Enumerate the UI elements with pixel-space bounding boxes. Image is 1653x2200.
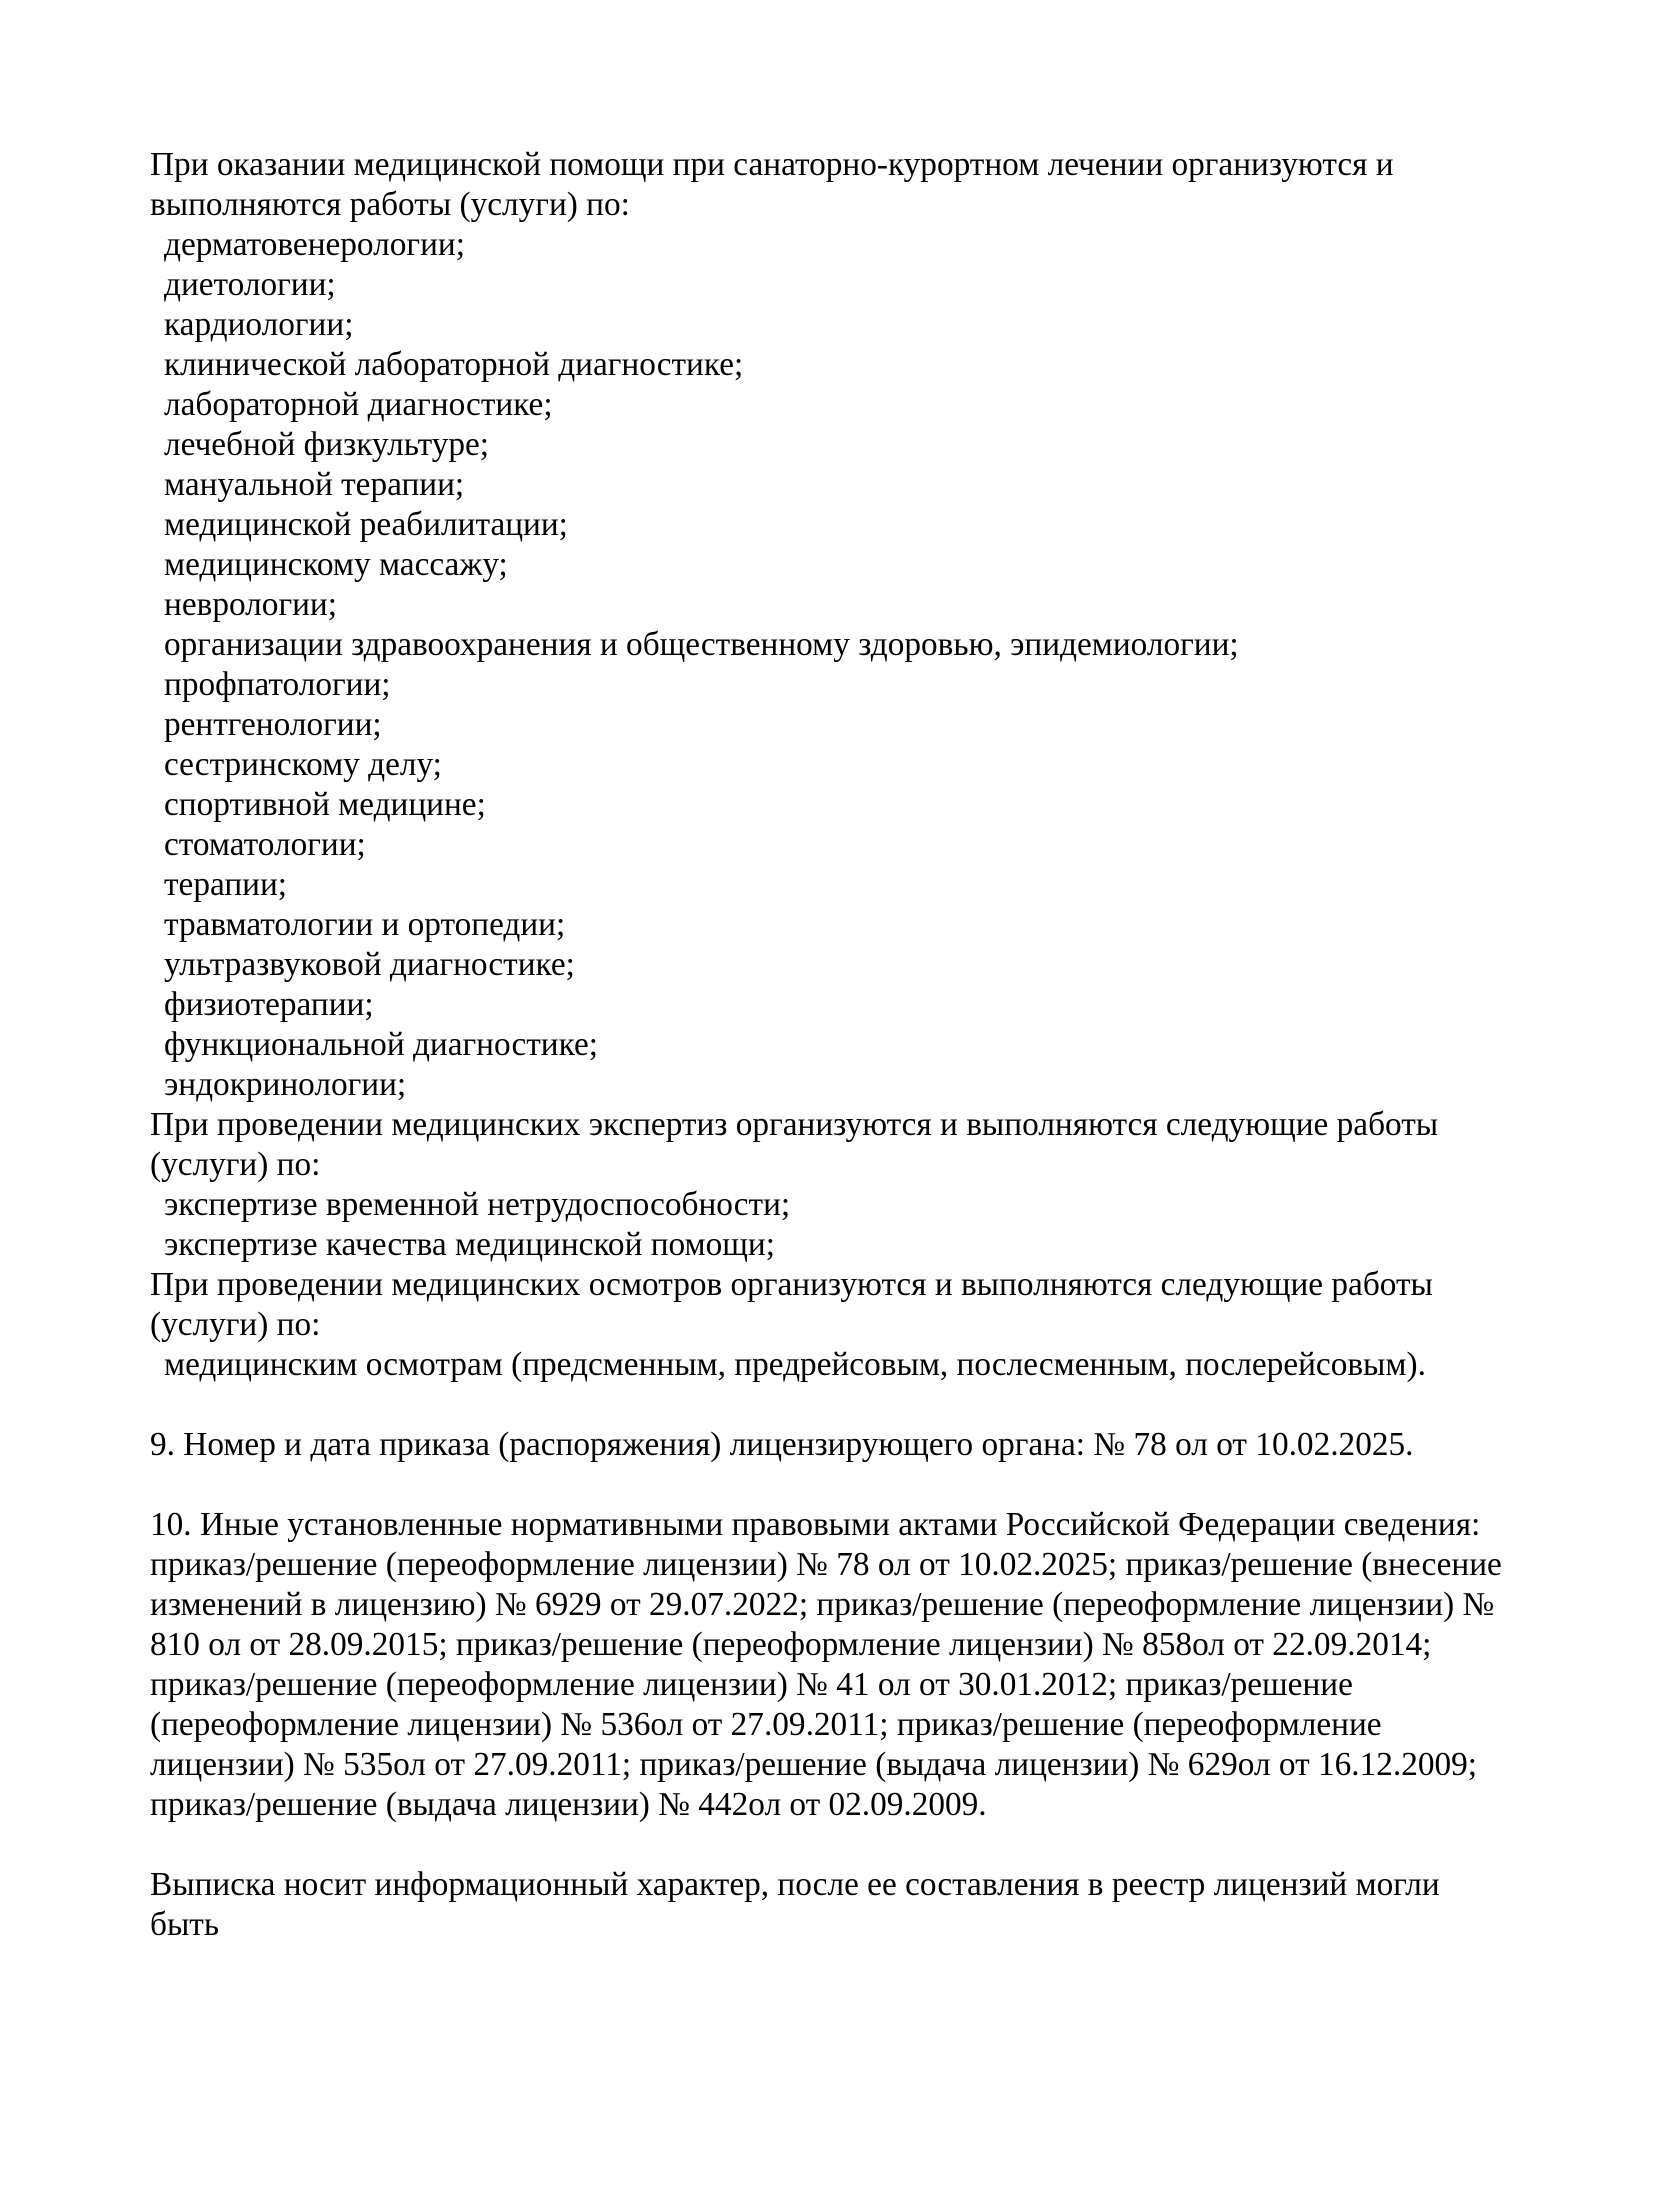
- list-item: спортивной медицине;: [164, 786, 486, 823]
- list-item: функциональной диагностике;: [164, 1026, 598, 1063]
- list-item: терапии;: [164, 866, 288, 903]
- list-item: организации здравоохранения и общественному здоровью, эпидемиологии;: [164, 626, 1239, 663]
- list-item: лечебной физкультуре;: [164, 426, 490, 463]
- document-body: [150, 145, 1515, 1945]
- list-item: медицинскому массажу;: [164, 546, 508, 583]
- paragraph: Выписка носит информационный характер, после ее составления в реестр лицензий могли быть: [150, 1866, 1440, 1943]
- paragraph: 10. Иные установленные нормативными правовыми актами Российской Федерации сведения: приказ/решение (переоформление лицензии) № 78 ол от 10.02.2025; приказ/решение (внесение изменений в лицензию) № 6929 от 29.07.2022; приказ/решение (переоформление лицензии) № 810 ол от 28.09.2015; приказ/решение (переоформление лицензии) № 858ол от 22.09.2014; приказ/решение (переоформление лицензии) № 41 ол от 30.01.2012; приказ/решение (переоформление лицензии) № 536ол от 27.09.2011; приказ/решение (переоформление лицензии) № 535ол от 27.09.2011; приказ/решение (выдача лицензии) № 629ол от 16.12.2009; приказ/решение (выдача лицензии) № 442ол от 02.09.2009.: [150, 1506, 1502, 1823]
- paragraph: При проведении медицинских экспертиз организуются и выполняются следующие работы (услуги) по:: [150, 1106, 1439, 1183]
- list-item: рентгенологии;: [164, 706, 382, 743]
- list-item: физиотерапии;: [164, 986, 374, 1023]
- spacer: [150, 1385, 1515, 1425]
- list-item: сестринскому делу;: [164, 746, 442, 783]
- list-item: профпатологии;: [164, 666, 391, 703]
- list-item: кардиологии;: [164, 306, 354, 343]
- list-item: мануальной терапии;: [164, 466, 465, 503]
- list-item: неврологии;: [164, 586, 337, 623]
- list-item: медицинской реабилитации;: [164, 506, 568, 543]
- list-item: травматологии и ортопедии;: [164, 906, 566, 943]
- list-item: медицинским осмотрам (предсменным, предрейсовым, послесменным, послерейсовым).: [164, 1346, 1426, 1383]
- paragraph: При оказании медицинской помощи при санаторно-курортном лечении организуются и выполняются работы (услуги) по:: [150, 146, 1394, 223]
- list-item: экспертизе временной нетрудоспособности;: [164, 1186, 791, 1223]
- list-item: стоматологии;: [164, 826, 366, 863]
- list-item: диетологии;: [164, 266, 336, 303]
- list-item: эндокринологии;: [164, 1066, 407, 1103]
- list-item: клинической лабораторной диагностике;: [164, 346, 744, 383]
- spacer: [150, 1465, 1515, 1505]
- list-item: дерматовенерологии;: [164, 226, 465, 263]
- paragraph: 9. Номер и дата приказа (распоряжения) лицензирующего органа: № 78 ол от 10.02.2025.: [150, 1426, 1414, 1463]
- list-item: ультразвуковой диагностике;: [164, 946, 575, 983]
- list-item: лабораторной диагностике;: [164, 386, 553, 423]
- paragraph: При проведении медицинских осмотров организуются и выполняются следующие работы (услуги) по:: [150, 1266, 1433, 1343]
- list-item: экспертизе качества медицинской помощи;: [164, 1226, 775, 1263]
- spacer: [150, 1825, 1515, 1865]
